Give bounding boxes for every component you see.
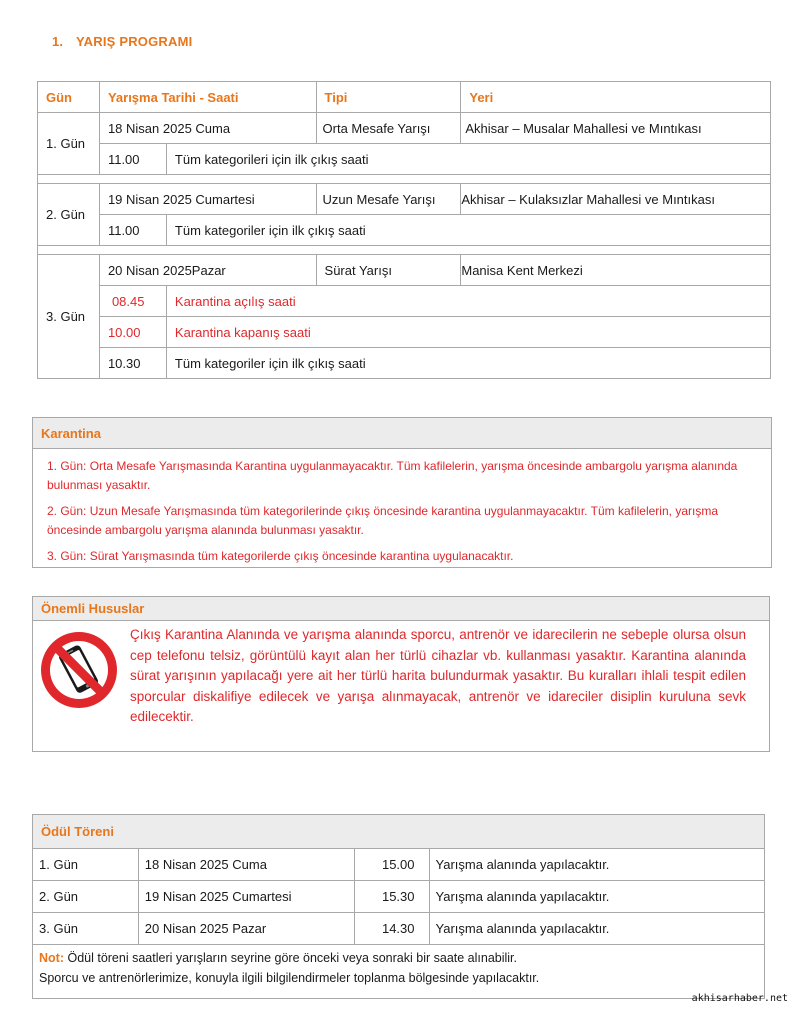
day3-time-2: 10.00 <box>99 317 166 348</box>
odul-row <box>33 849 765 881</box>
odul-time: 15.30 <box>354 881 429 913</box>
karantina-item: 1. Gün: Orta Mesafe Yarışmasında Karantina uygulanmayacaktır. Tüm kafilelerin, yarışma öncesinde ambargolu yarışma alanında bulunması yasaktır. <box>47 459 738 492</box>
karantina-box <box>32 417 772 568</box>
day1-type: Orta Mesafe Yarışı <box>316 113 461 144</box>
no-phone-icon <box>39 630 119 710</box>
odul-desc: Yarışma alanında yapılacaktır. <box>429 881 764 913</box>
odul-desc: Yarışma alanında yapılacaktır. <box>429 913 764 945</box>
day1-desc: Tüm kategorileri için ilk çıkış saati <box>166 144 770 175</box>
day1-place: Akhisar – Musalar Mahallesi ve Mıntıkası <box>461 113 771 144</box>
day3-main-row <box>38 255 771 286</box>
odul-toreni-box <box>32 814 765 999</box>
karantina-title: Karantina <box>33 418 771 449</box>
header-yeri: Yeri <box>461 82 771 113</box>
day3-time-1: 08.45 <box>99 286 166 317</box>
section-title <box>52 34 192 49</box>
day1-label: 1. Gün <box>38 113 100 175</box>
day1-time-row <box>38 144 771 175</box>
day3-label: 3. Gün <box>38 255 100 379</box>
odul-note <box>39 949 539 988</box>
header-tipi: Tipi <box>316 82 461 113</box>
day2-date: 19 Nisan 2025 Cumartesi <box>99 184 316 215</box>
odul-day: 2. Gün <box>33 881 139 913</box>
day3-desc-2: Karantina kapanış saati <box>166 317 770 348</box>
odul-time: 15.00 <box>354 849 429 881</box>
day2-time: 11.00 <box>99 215 166 246</box>
day2-desc: Tüm kategoriler için ilk çıkış saati <box>166 215 770 246</box>
note-label: Not: <box>39 951 64 965</box>
onemli-text: Çıkış Karantina Alanında ve yarışma alanında sporcu, antrenör ve idarecilerin ne sebeple olursa olsun cep telefonu telsiz, görüntülü kayıt alan her türlü cihazlar vb. kullanması yasaktır. Karantina alanında sürat yarışının yapılacağı yere ait her türlü harita bulundurmak yasaktır. Bu kuralları ihlali tespit edilen sporcular diskalifiye edilecek ve yarışa alınmayacak, antrenör ve idareciler disiplin kuruluna sevk edilecektir. <box>130 627 746 724</box>
odul-row <box>33 881 765 913</box>
section-title-text: YARIŞ PROGRAMI <box>76 34 193 49</box>
odul-row <box>33 913 765 945</box>
day3-type: Sürat Yarışı <box>316 255 461 286</box>
day1-date: 18 Nisan 2025 Cuma <box>99 113 316 144</box>
odul-date: 19 Nisan 2025 Cumartesi <box>138 881 354 913</box>
day3-time-row <box>38 317 771 348</box>
odul-desc: Yarışma alanında yapılacaktır. <box>429 849 764 881</box>
day3-time-3: 10.30 <box>99 348 166 379</box>
odul-table <box>32 848 765 945</box>
watermark: akhisarhaber.net <box>691 993 788 1004</box>
day3-time-row <box>38 348 771 379</box>
onemli-hususlar-box <box>32 596 770 752</box>
day3-date: 20 Nisan 2025Pazar <box>99 255 316 286</box>
separator-row <box>38 175 771 184</box>
header-tarih: Yarışma Tarihi - Saati <box>99 82 316 113</box>
day2-time-row <box>38 215 771 246</box>
karantina-item: 2. Gün: Uzun Mesafe Yarışmasında tüm kategorilerinde çıkış öncesinde karantina uygulanmayacaktır. Tüm kafilelerin, yarışma öncesinde ambargolu yarışma alanında bulunması yasaktır. <box>47 504 718 537</box>
day3-desc-3: Tüm kategoriler için ilk çıkış saati <box>166 348 770 379</box>
day3-place: Manisa Kent Merkezi <box>461 255 771 286</box>
day3-desc-1: Karantina açılış saati <box>166 286 770 317</box>
day2-place: Akhisar – Kulaksızlar Mahallesi ve Mıntıkası <box>461 184 771 215</box>
onemli-title: Önemli Hususlar <box>33 597 769 621</box>
header-gun: Gün <box>38 82 100 113</box>
day1-time: 11.00 <box>99 144 166 175</box>
section-number: 1. <box>52 34 64 49</box>
odul-date: 18 Nisan 2025 Cuma <box>138 849 354 881</box>
odul-date: 20 Nisan 2025 Pazar <box>138 913 354 945</box>
odul-title: Ödül Töreni <box>33 815 764 848</box>
odul-day: 3. Gün <box>33 913 139 945</box>
separator-row <box>38 246 771 255</box>
note-line-1: Ödül töreni saatleri yarışların seyrine göre önceki veya sonraki bir saate alınabilir. <box>64 951 517 965</box>
odul-day: 1. Gün <box>33 849 139 881</box>
karantina-list <box>33 449 771 566</box>
program-table <box>37 81 771 379</box>
day2-type: Uzun Mesafe Yarışı <box>316 184 461 215</box>
karantina-item: 3. Gün: Sürat Yarışmasında tüm kategorilerde çıkış öncesinde karantina uygulanacaktır. <box>47 549 514 563</box>
note-line-2: Sporcu ve antrenörlerimize, konuyla ilgili bilgilendirmeler toplanma bölgesinde yapılacaktır. <box>39 970 540 985</box>
program-header-row <box>38 82 771 113</box>
day3-time-row <box>38 286 771 317</box>
day1-main-row <box>38 113 771 144</box>
day2-label: 2. Gün <box>38 184 100 246</box>
odul-time: 14.30 <box>354 913 429 945</box>
day2-main-row <box>38 184 771 215</box>
